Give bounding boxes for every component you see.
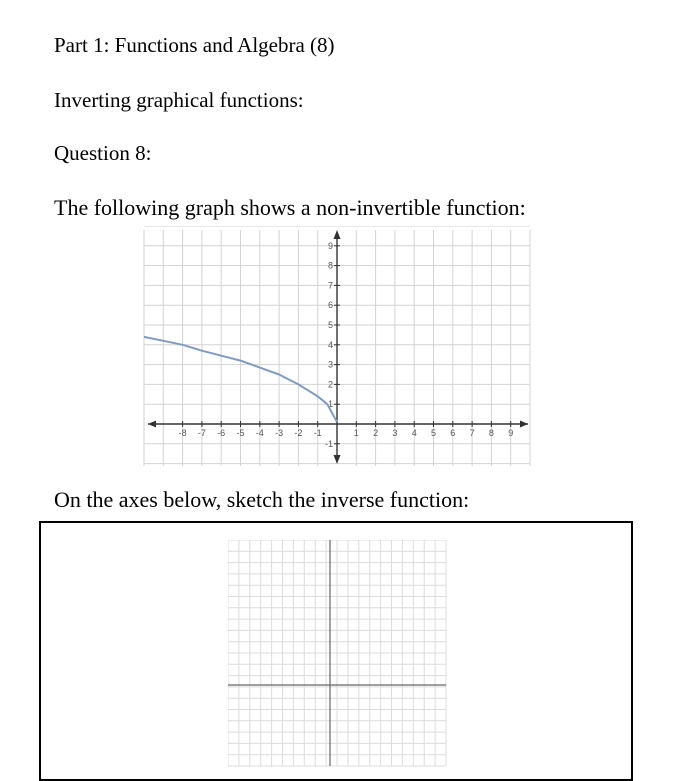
x-tick-label: -6	[217, 428, 226, 438]
graph-prompt: The following graph shows a non-invertible function:	[54, 195, 526, 220]
y-axis-up-arrow	[334, 230, 341, 239]
function-graph	[140, 226, 535, 468]
x-tick-label: -7	[197, 428, 206, 438]
x-tick-label: 9	[508, 428, 514, 438]
y-tick-label: 3	[327, 359, 333, 370]
y-tick-label: 1	[327, 399, 333, 410]
x-tick-label: -3	[275, 428, 284, 438]
topic-heading: Inverting graphical functions:	[54, 88, 304, 112]
x-tick-label: 3	[392, 428, 398, 438]
x-tick-label: -8	[178, 428, 187, 438]
x-tick-label: -5	[236, 428, 245, 438]
y-tick-label: -1	[324, 438, 333, 449]
y-tick-label: 6	[327, 300, 333, 311]
y-tick-label: 8	[327, 260, 333, 271]
x-tick-label: 6	[450, 428, 456, 438]
x-axis-left-arrow	[148, 421, 156, 428]
y-tick-label: 4	[327, 339, 333, 350]
x-axis-right-arrow	[520, 421, 528, 428]
x-tick-label: 5	[430, 428, 437, 438]
x-tick-label: -2	[294, 428, 303, 438]
x-tick-label: 4	[411, 428, 417, 438]
x-tick-label: -1	[313, 428, 322, 438]
part-heading: Part 1: Functions and Algebra (8)	[54, 33, 335, 57]
x-tick-label: 2	[373, 428, 379, 438]
x-tick-label: 1	[353, 428, 359, 438]
x-tick-label: -4	[255, 428, 264, 438]
y-tick-label: 5	[327, 320, 333, 330]
y-axis-down-arrow	[334, 455, 341, 464]
y-tick-label: 7	[327, 280, 333, 291]
x-tick-label: 7	[469, 428, 475, 438]
y-tick-label: 2	[327, 379, 333, 390]
y-tick-label: 9	[327, 240, 333, 251]
sketch-instruction: On the axes below, sketch the inverse function:	[54, 487, 470, 512]
question-label: Question 8:	[54, 141, 152, 165]
blank-axes-grid[interactable]	[228, 540, 448, 768]
x-tick-label: 8	[488, 428, 494, 438]
